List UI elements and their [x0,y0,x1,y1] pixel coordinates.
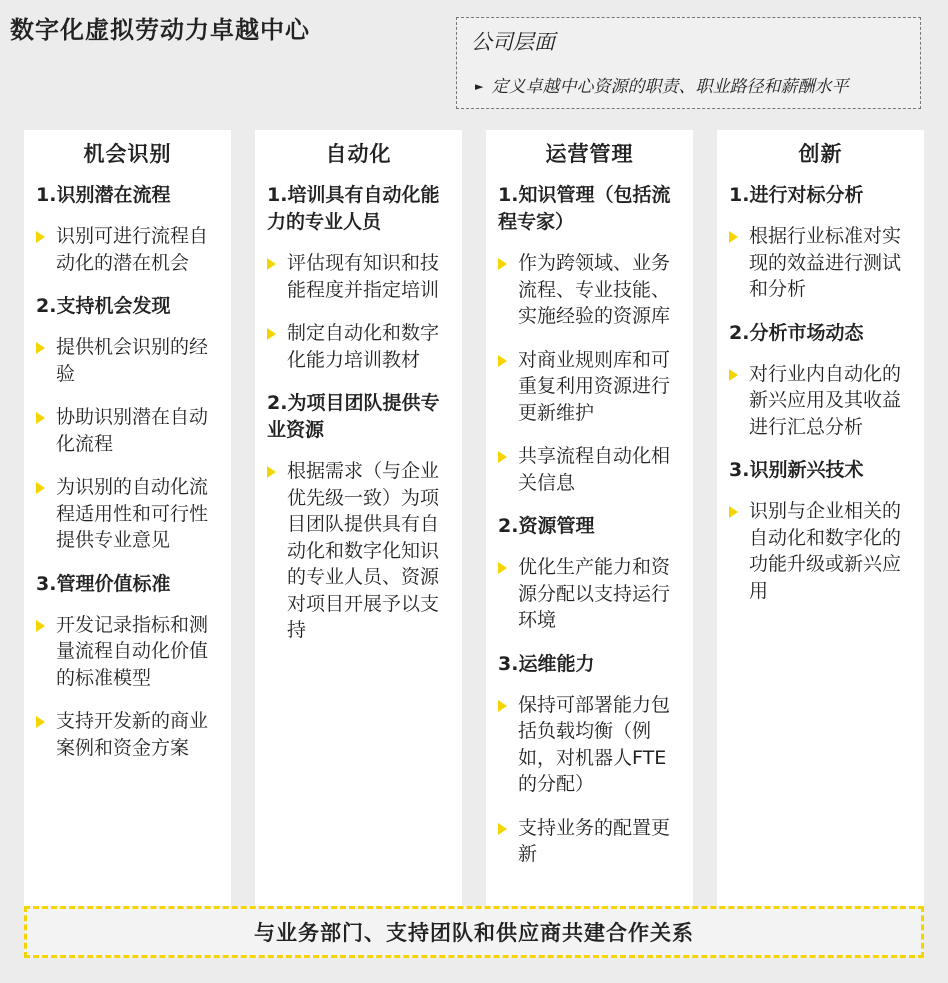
corporate-level-box [456,17,921,109]
section-heading: 3.识别新兴技术 [729,459,864,481]
triangle-bullet-icon [498,700,507,712]
section-heading: 2.分析市场动态 [729,321,864,344]
bullet-item [729,498,914,604]
bullet-item [36,474,221,554]
bullet-text: 优化生产能力和资源分配以支持运行环境 [518,556,671,631]
bullet-text: 支持业务的配置更新 [518,816,671,865]
corporate-level-item [475,72,848,97]
column-body [267,182,452,661]
bullet-item [498,554,683,634]
section-heading: 3.运维能力 [498,652,595,675]
bullet-item [498,443,683,496]
bullet-text: 识别可进行流程自动化的潜在机会 [56,225,209,274]
bullet-item [498,347,683,427]
bullet-text: 支持开发新的商业案例和资金方案 [56,710,209,759]
column-innovation [717,130,924,910]
bullet-text: 开发记录指标和测量流程自动化价值的标准模型 [56,613,209,689]
bullet-text: 提供机会识别的经验 [56,336,209,385]
column-body [498,182,683,885]
bullet-item [36,612,221,692]
triangle-bullet-icon [729,369,738,381]
triangle-bullet-icon [267,258,276,270]
triangle-bullet-icon [498,451,507,463]
triangle-bullet-icon [729,506,738,518]
partnership-footer: 与业务部门、支持团队和供应商共建合作关系 [24,906,924,958]
bullet-item [498,250,683,330]
bullet-text: 根据行业标准对实现的效益进行测试和分析 [749,225,902,300]
bullet-text: 评估现有知识和技能程度并指定培训 [287,252,440,301]
column-title: 运营管理 [545,142,634,166]
column-automation [255,130,462,910]
section-heading: 1.识别潜在流程 [36,184,171,206]
triangle-bullet-icon [498,355,507,367]
bullet-item [36,404,221,457]
triangle-bullet-icon [267,328,276,340]
column-operations [486,130,693,910]
bullet-text: 作为跨领域、业务流程、专业技能、实施经验的资源库 [518,252,671,327]
triangle-bullet-icon [267,466,276,478]
section-heading: 3.管理价值标准 [36,572,171,595]
bullet-text: 协助识别潜在自动化流程 [56,406,209,455]
bullet-item [498,815,683,868]
bullet-arrow-icon: ► [475,80,484,93]
section-heading: 1.培训具有自动化能力的专业人员 [267,184,440,233]
section-heading: 2.资源管理 [498,515,595,537]
column-body [36,182,221,778]
page-title: 数字化虚拟劳动力卓越中心 [10,16,310,44]
bullet-item [729,223,914,303]
triangle-bullet-icon [498,823,507,835]
bullet-text: 保持可部署能力包括负载均衡（例如，对机器人FTE的分配） [518,693,671,795]
bullet-text: 根据需求（与企业优先级一致）为项目团队提供具有自动化和数字化知识的专业人员、资源对项目开展予以支持 [287,460,440,641]
section-heading: 1.进行对标分析 [729,184,864,206]
bullet-item [267,458,452,644]
bullet-item [267,320,452,373]
triangle-bullet-icon [36,716,45,728]
triangle-bullet-icon [729,231,738,243]
bullet-item [36,708,221,761]
bullet-text: 为识别的自动化流程适用性和可行性提供专业意见 [56,476,209,551]
triangle-bullet-icon [498,258,507,270]
bullet-text: 共享流程自动化相关信息 [518,445,671,494]
column-title: 自动化 [325,142,392,166]
bullet-item [267,250,452,303]
section-heading: 1.知识管理（包括流程专家） [498,184,671,233]
bullet-item [36,223,221,276]
column-body [729,182,914,621]
triangle-bullet-icon [36,342,45,354]
bullet-item [498,692,683,798]
column-opportunity [24,130,231,910]
corporate-item-text: 定义卓越中心资源的职责、职业路径和薪酬水平 [491,77,849,97]
triangle-bullet-icon [36,620,45,632]
bullet-item [729,361,914,441]
section-heading: 2.支持机会发现 [36,295,171,317]
corporate-level-title: 公司层面 [471,30,555,54]
bullet-text: 对行业内自动化的新兴应用及其收益进行汇总分析 [749,362,902,438]
bullet-item [36,334,221,387]
bullet-text: 对商业规则库和可重复利用资源进行更新维护 [518,348,671,424]
bullet-text: 识别与企业相关的自动化和数字化的功能升级或新兴应用 [749,500,902,602]
column-title: 机会识别 [83,142,172,166]
triangle-bullet-icon [36,231,45,243]
column-title: 创新 [798,142,843,166]
section-heading: 2.为项目团队提供专业资源 [267,392,440,441]
bullet-text: 制定自动化和数字化能力培训教材 [287,322,440,371]
triangle-bullet-icon [36,482,45,494]
triangle-bullet-icon [498,562,507,574]
triangle-bullet-icon [36,412,45,424]
